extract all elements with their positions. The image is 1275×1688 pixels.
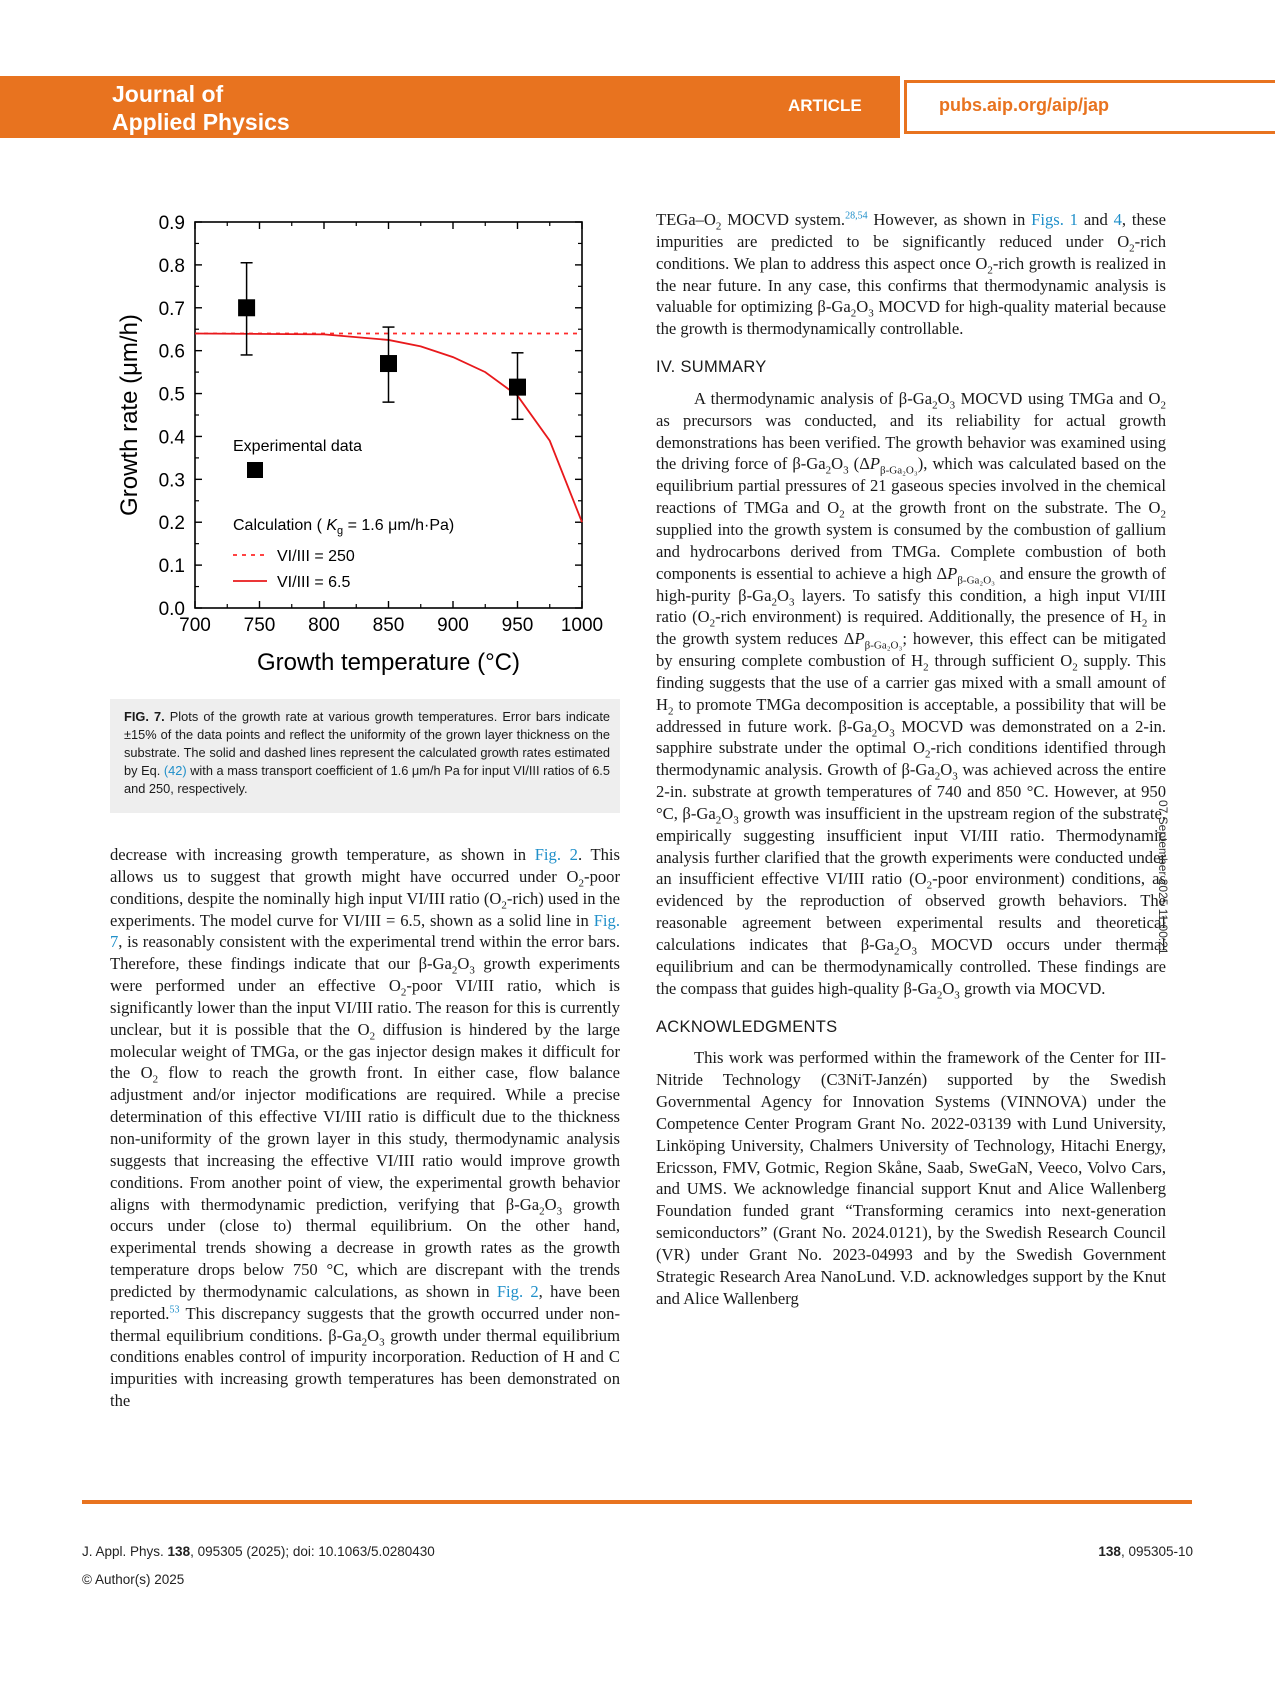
journal-title: Journal of Applied Physics — [112, 81, 290, 135]
footer-citation: J. Appl. Phys. 138, 095305 (2025); doi: 10.1063/5.0280430 — [82, 1544, 435, 1559]
y-tick-label: 0.0 — [158, 599, 185, 620]
y-tick-label: 0.4 — [158, 427, 185, 449]
fig-4-link[interactable]: 4 — [1113, 210, 1122, 229]
data-point — [238, 299, 255, 316]
download-timestamp: 07 September 2025 11:00:21 — [1156, 800, 1170, 955]
journal-header-bar — [0, 76, 1275, 138]
plot-frame — [195, 222, 582, 608]
data-point — [509, 379, 526, 396]
journal-url-link[interactable]: pubs.aip.org/aip/jap — [939, 95, 1110, 115]
x-tick-label: 900 — [437, 615, 469, 636]
growth-rate-chart — [110, 200, 630, 690]
fig-2-link-b[interactable]: Fig. 2 — [496, 1281, 539, 1301]
caption-label: FIG. 7. — [124, 709, 165, 724]
y-axis-label: Growth rate (μm/h) — [116, 314, 143, 516]
legend-calculation-title: Calculation ( $K_g = 1.6$ μm/h·Pa) — [233, 517, 455, 537]
acknowledgments-text: This work was performed within the framework of the Center for III-Nitride Technology (C3NiT-Janzén) supported by the Swedish Governmental Agency for Innovation Systems (VINNOVA) under the Competence Center Program Grant No. 2022-03139 with Lund University, Linköping University, Chalmers University of Technology, Hitachi Energy, Ericsson, FMV, Gotmic, Region Skåne, Saab, SweGaN, Veeco, Volvo Cars, and UMS. We acknowledge financial support Knut and Alice Wallenberg Foundation funded grant “Transforming ceramics into next-generation semiconductors” (Grant No. 2024.0121), by the Swedish Research Council (VR) under Grant No. 2023-04993 and by the Swedish Government Strategic Research Area NanoLund. V.D. acknowledges support by the Knut and Alice Wallenberg — [656, 1048, 1166, 1308]
acknowledgments-heading: ACKNOWLEDGMENTS — [656, 1017, 838, 1036]
equation-link[interactable]: (42) — [163, 763, 187, 778]
y-tick-label: 0.9 — [158, 213, 185, 234]
data-point — [380, 355, 397, 372]
summary-heading: IV. SUMMARY — [656, 358, 767, 377]
y-tick-label: 0.8 — [158, 255, 185, 277]
legend-experimental-marker — [247, 462, 263, 478]
footer-page-number: 138, 095305-10 — [1098, 1544, 1193, 1559]
y-tick-label: 0.3 — [158, 470, 185, 492]
refs-28-54-link[interactable]: 28,54 — [845, 210, 868, 222]
x-tick-label: 800 — [308, 615, 340, 636]
x-axis-label: Growth temperature (°C) — [256, 649, 521, 676]
y-tick-label: 0.7 — [158, 298, 185, 320]
footer-copyright: © Author(s) 2025 — [82, 1572, 185, 1587]
x-tick-label: 1000 — [560, 615, 604, 636]
figure-caption: FIG. 7. Plots of the growth rate at various growth temperatures. Error bars indicate ±15% of the data points and reflect the uniformity of the grown layer thickness on the substrate. The solid and dashed lines represent the calculated growth rates estimated by Eq. (42) with a mass transport coefficient of 1.6 μm/h Pa for input VI/III ratios of 6.5 and 250, respectively. — [110, 699, 620, 813]
left-column-text: decrease with increasing growth temperature, as shown in Fig. 2. This allows us to suggest that growth might have occurred under $O_2$-poor conditions, despite the nominally high input VI/III ratio $(O_2-rich)$ used in the experiments. The model curve for VI/III = 6.5, shown as a solid line in Fig. 7, is reasonably consistent with the experimental trend within the error bars. Therefore, these findings indicate that our $\beta-Ga_2O_3$ growth experiments were performed under an effective $O_2$-poor VI/III ratio, which is significantly lower than the input VI/III ratio. The reason for this is currently unclear, but it is possible that the $O_2$ diffusion is hindered by the large molecular weight of TMGa, or the gas injector design makes it difficult for the $O_2$ flow to reach the growth front. In either case, flow balance adjustment and/or injector modifications are required. While a precise determination of this effective VI/III ratio is difficult due to the thickness non-uniformity of the grown layer in this study, thermodynamic analysis suggests that increasing the effective VI/III ratio would improve growth conditions. From another point of view, the experimental growth behavior aligns with thermodynamic prediction, verifying that $\beta-Ga_2O_3$ growth occurs under (close to) thermal equilibrium. On the other hand, experimental trends showing a decrease in growth rates as the growth temperature drops below 750 °C, which are discrepant with the trends predicted by thermodynamic calculations, as shown in Fig. 2, have been reported.$^{53}$ This discrepancy suggests that the growth occurred under non-thermal equilibrium conditions. $\beta-Ga_2O_3$ growth under thermal equilibrium conditions enables control of impurity incorporation. Reduction of H and C impurities with increasing growth temperatures has been demonstrated on the — [110, 845, 621, 1411]
legend-label-0: VI/III = 250 — [277, 548, 355, 565]
x-tick-label: 950 — [501, 615, 534, 636]
figs-1-link[interactable]: Figs. 1 — [1031, 210, 1078, 229]
y-tick-label: 0.1 — [158, 556, 185, 578]
fig-7-link[interactable]: Fig. 7 — [110, 910, 620, 952]
y-tick-label: 0.5 — [158, 384, 185, 406]
ref-53-link[interactable]: 53 — [169, 1304, 180, 1316]
article-label: ARTICLE — [788, 96, 862, 115]
x-tick-label: 700 — [179, 615, 211, 636]
legend-label-1: VI/III = 6.5 — [277, 574, 351, 591]
footer-rule — [82, 1500, 1192, 1504]
right-column-text: TEGa–$O_2$ MOCVD system.$^{28,54}$ However, as shown in Figs. 1 and 4, these impurities are predicted to be significantly reduced under $O_2$-rich conditions. We plan to address this aspect once $O_2$-rich growth is realized in the near future. In any case, this confirms that thermodynamic analysis is valuable for optimizing $\beta-Ga_2O_3$ MOCVD for high-quality material because the growth is thermodynamically controllable. IV. SUMMARY A thermodynamic analysis of $\beta-Ga_2O_3$ MOCVD using TMGa and $O_2$ as precursors was conducted, and its reliability for actual growth demonstrations has been verified. The growth behavior was examined using the driving force of $\beta-Ga_2O_3$ $(\Delta P_{\beta-Ga_2O_3})$, which was calculated based on the equilibrium partial pressures of 21 gaseous species involved in the chemical reactions of TMGa and $O_2$ at the growth front on the substrate. The $O_2$ supplied into the growth system is consumed by the combustion of gallium and hydrocarbons derived from TMGa. Complete combustion of both components is essential to achieve a high $\Delta P_{\beta-Ga_2O_3}$ and ensure the growth of high-purity $\beta-Ga_2O_3$ layers. To satisfy this condition, a high input VI/III ratio ($O_2$-rich environment) is required. Additionally, the presence of $H_2$ in the growth system reduces $\Delta P_{\beta-Ga_2O_3}$; however, this effect can be mitigated by ensuring complete combustion of $H_2$ through sufficient $O_2$ supply. This finding suggests that the use of a carrier gas mixed with a small amount of $H_2$ to promote TMGa decomposition is acceptable, a possibility that will be addressed in future work. $\beta-Ga_2O_3$ MOCVD was demonstrated on a 2-in. sapphire substrate under the optimal $O_2$-rich conditions identified through thermodynamic analysis. Growth of $\beta-Ga_2O_3$ was achieved across the entire 2-in. substrate at growth temperatures of 740 and 850 °C. However, at 950 °C, $\beta-Ga_2O_3$ growth was insufficient in the upstream region of the substrate, empirically suggesting insufficient input VI/III ratio. Thermodynamic analysis further clarified that the growth experiments were conducted under an insufficient effective VI/III ratio ($O_2$-poor environment) conditions, as evidenced by the reproduction of observed growth behaviors. The reasonable agreement between experimental results and theoretical calculations indicates that $\beta-Ga_2O_3$ MOCVD occurs under thermal equilibrium and can be thermodynamically controlled. These findings are the compass that guides high-quality $\beta-Ga_2O_3$ growth via MOCVD. ACKNOWLEDGMENTS This work was performed within the framework of the Center for III-Nitride Technology (C3NiT-Janzén) supported by the Swedish Governmental Agency for Innovation Systems (VINNOVA) under the Competence Center Program Grant No. 2022-03139 with Lund University, Linköping University, Chalmers University of Technology, Hitachi Energy, Ericsson, FMV, Gotmic, Region Skåne, Saab, SweGaN, Veeco, Volvo Cars, and UMS. We acknowledge financial support Knut and Alice Wallenberg Foundation funded grant “Transforming ceramics into next-generation semiconductors” (Grant No. 2024.0121), by the Swedish Research Council (VR) under Grant No. 2023-04993 and by the Swedish Government Strategic Research Area NanoLund. V.D. acknowledges support by the Knut and Alice Wallenberg — [656, 210, 1167, 1308]
x-tick-label: 850 — [372, 615, 405, 636]
legend-experimental-label: Experimental data — [233, 438, 362, 455]
x-tick-label: 750 — [243, 615, 276, 636]
fig-2-link[interactable]: Fig. 2 — [534, 845, 578, 864]
y-tick-label: 0.2 — [158, 513, 185, 535]
y-tick-label: 0.6 — [158, 341, 185, 363]
